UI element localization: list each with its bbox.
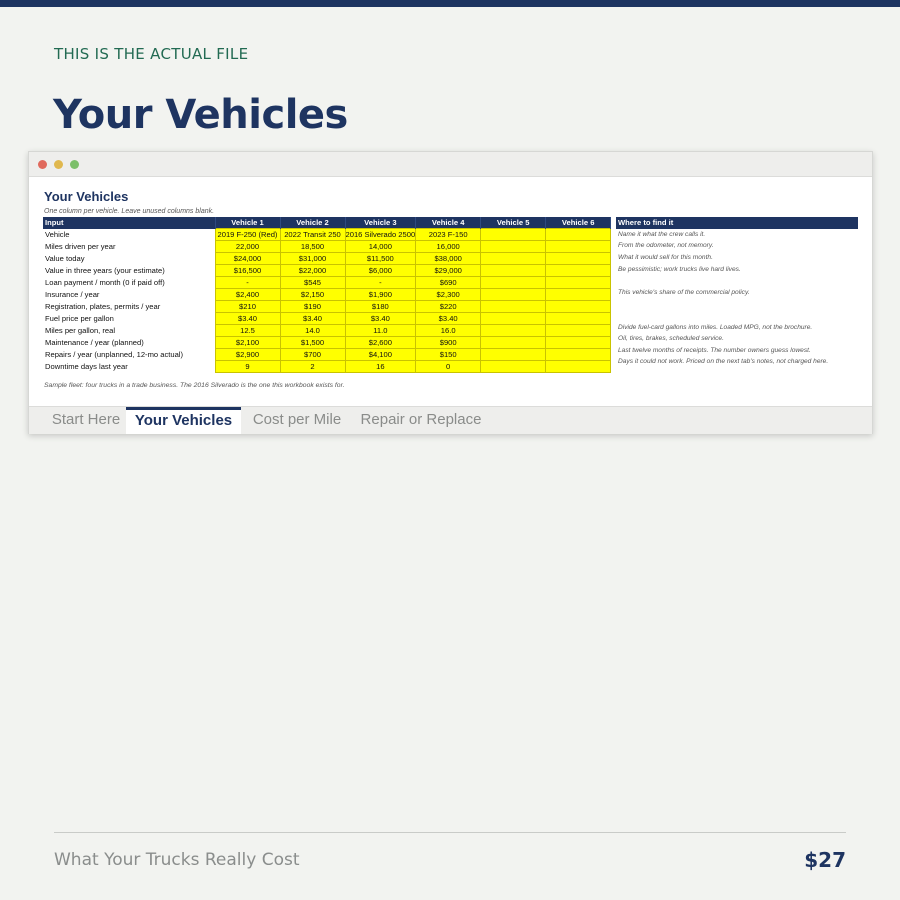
note-row (616, 252, 858, 264)
input-cell-vehicle-3[interactable]: $4,100 (345, 349, 416, 361)
input-cell-vehicle-6[interactable] (546, 229, 611, 241)
sheet-subtitle: One column per vehicle. Leave unused columns blank. (44, 208, 215, 215)
input-cell-vehicle-3[interactable]: $6,000 (345, 265, 416, 277)
where-note: Name it what the crew calls it. (618, 230, 706, 238)
row-label: Vehicle (45, 230, 70, 240)
input-cell-vehicle-5[interactable] (481, 313, 546, 325)
input-cell-vehicle-3[interactable]: 14,000 (345, 241, 416, 253)
where-note: Be pessimistic; work trucks live hard lives. (618, 265, 741, 273)
top-accent-bar (0, 0, 900, 7)
note-row (616, 263, 858, 275)
input-cell-vehicle-4[interactable]: $220 (416, 301, 481, 313)
tab-start-here[interactable]: Start Here (51, 411, 121, 428)
row-label: Loan payment / month (0 if paid off) (45, 278, 165, 288)
input-cell-vehicle-4[interactable]: $150 (416, 349, 481, 361)
input-cell-vehicle-4[interactable]: 0 (416, 361, 481, 373)
row-label: Repairs / year (unplanned, 12-mo actual) (45, 350, 184, 360)
table-row (43, 289, 611, 301)
table-row (43, 229, 611, 241)
input-cell-vehicle-5[interactable] (481, 337, 546, 349)
input-cell-vehicle-2[interactable]: $700 (280, 349, 345, 361)
input-cell-vehicle-6[interactable] (546, 253, 611, 265)
note-row (616, 321, 858, 333)
input-cell-vehicle-5[interactable] (481, 241, 546, 253)
tab-repair-or-replace[interactable]: Repair or Replace (360, 411, 482, 428)
input-cell-vehicle-3[interactable]: 2016 Silverado 2500 (345, 230, 416, 240)
row-label: Miles per gallon, real (45, 326, 116, 336)
input-cell-vehicle-5[interactable] (481, 229, 546, 241)
input-cell-vehicle-3[interactable]: $11,500 (345, 253, 416, 265)
input-cell-vehicle-6[interactable] (546, 313, 611, 325)
input-cell-vehicle-6[interactable] (546, 265, 611, 277)
input-cell-vehicle-2[interactable]: $545 (280, 277, 345, 289)
sheet-tab-bar (29, 406, 872, 434)
input-cell-vehicle-2[interactable]: 14.0 (280, 325, 345, 337)
where-note: This vehicle's share of the commercial policy. (618, 288, 750, 296)
input-cell-vehicle-2[interactable]: 2022 Transit 250 (280, 229, 345, 241)
input-cell-vehicle-5[interactable] (481, 289, 546, 301)
input-cell-vehicle-1[interactable]: $24,000 (215, 253, 280, 265)
input-cell-vehicle-3[interactable]: $1,900 (345, 289, 416, 301)
row-label: Value in three years (your estimate) (45, 266, 165, 276)
product-name: What Your Trucks Really Cost (54, 850, 300, 870)
where-note: Oil, tires, brakes, scheduled service. (618, 335, 724, 343)
input-cell-vehicle-4[interactable]: $38,000 (416, 253, 481, 265)
close-window-button[interactable] (38, 160, 47, 169)
input-cell-vehicle-2[interactable]: 18,500 (280, 241, 345, 253)
worksheet (29, 178, 872, 406)
input-cell-vehicle-5[interactable] (481, 265, 546, 277)
tab-cost-per-mile[interactable]: Cost per Mile (252, 411, 342, 428)
where-note: Last twelve months of receipts. The number owners guess lowest. (618, 346, 811, 354)
page-title: Your Vehicles (53, 92, 348, 138)
where-note (616, 310, 858, 322)
input-cell-vehicle-2[interactable]: $2,150 (280, 289, 345, 301)
input-cell-vehicle-3[interactable]: $180 (345, 301, 416, 313)
note-row (616, 287, 858, 299)
input-cell-vehicle-1[interactable]: 2019 F-250 (Red) (215, 229, 280, 241)
where-note (616, 275, 858, 287)
input-cell-vehicle-4[interactable]: $690 (416, 277, 481, 289)
column-header-vehicle-1: Vehicle 1 (215, 217, 280, 229)
column-header-where: Where to find it (616, 217, 858, 229)
where-note: Divide fuel-card gallons into miles. Loaded MPG, not the brochure. (618, 323, 813, 331)
table-row (43, 313, 611, 325)
where-note: What it would sell for this month. (618, 254, 713, 262)
input-cell-vehicle-2[interactable]: $190 (280, 301, 345, 313)
tab-your-vehicles[interactable]: Your Vehicles (126, 407, 241, 434)
table-row (43, 241, 611, 253)
note-row (616, 229, 858, 241)
row-label: Value today (45, 254, 85, 264)
input-cell-vehicle-5[interactable] (481, 301, 546, 313)
footer-divider (54, 832, 846, 833)
table-row (43, 301, 611, 313)
row-label: Fuel price per gallon (45, 314, 114, 324)
input-cell-vehicle-6[interactable] (546, 325, 611, 337)
input-cell-vehicle-2[interactable]: $22,000 (280, 265, 345, 277)
column-header-vehicle-3: Vehicle 3 (345, 217, 416, 229)
column-header-input: Input (43, 217, 215, 229)
table-row (43, 277, 611, 289)
vehicle-input-table (43, 217, 611, 373)
input-cell-vehicle-5[interactable] (481, 361, 546, 373)
note-row (616, 275, 858, 287)
note-row (616, 333, 858, 345)
note-row (616, 356, 858, 368)
input-cell-vehicle-2[interactable]: $1,500 (280, 337, 345, 349)
where-note: From the odometer, not memory. (618, 242, 714, 250)
input-cell-vehicle-1[interactable]: $3.40 (215, 313, 280, 325)
input-cell-vehicle-6[interactable] (546, 349, 611, 361)
note-row (616, 310, 858, 322)
note-row (616, 345, 858, 357)
input-cell-vehicle-4[interactable]: 16.0 (416, 325, 481, 337)
input-cell-vehicle-1[interactable]: $2,400 (215, 289, 280, 301)
column-header-vehicle-5: Vehicle 5 (481, 217, 546, 229)
input-cell-vehicle-1[interactable]: 9 (215, 361, 280, 373)
input-cell-vehicle-3[interactable]: 11.0 (345, 325, 416, 337)
input-cell-vehicle-1[interactable]: $2,900 (215, 349, 280, 361)
note-row (616, 240, 858, 252)
sheet-title: Your Vehicles (44, 189, 129, 204)
input-cell-vehicle-4[interactable]: $3.40 (416, 313, 481, 325)
eyebrow-label: THIS IS THE ACTUAL FILE (54, 45, 249, 63)
note-row (616, 298, 858, 310)
input-cell-vehicle-6[interactable] (546, 241, 611, 253)
input-cell-vehicle-2[interactable]: $3.40 (280, 313, 345, 325)
window-titlebar (29, 152, 872, 177)
row-label: Registration, plates, permits / year (45, 302, 161, 312)
input-cell-vehicle-2[interactable]: $31,000 (280, 253, 345, 265)
spreadsheet-window (28, 151, 873, 434)
input-cell-vehicle-2[interactable]: 2 (280, 361, 345, 373)
input-cell-vehicle-1[interactable]: $16,500 (215, 265, 280, 277)
input-cell-vehicle-6[interactable] (546, 289, 611, 301)
table-row (43, 337, 611, 349)
input-cell-vehicle-6[interactable] (546, 361, 611, 373)
input-cell-vehicle-3[interactable]: - (345, 277, 416, 289)
table-row (43, 265, 611, 277)
input-cell-vehicle-4[interactable]: 16,000 (416, 241, 481, 253)
row-label: Miles driven per year (45, 242, 116, 252)
input-cell-vehicle-1[interactable]: - (215, 277, 280, 289)
table-row (43, 349, 611, 361)
input-cell-vehicle-6[interactable] (546, 301, 611, 313)
table-row (43, 361, 611, 373)
column-header-vehicle-2: Vehicle 2 (280, 217, 345, 229)
price-label: $27 (804, 848, 846, 872)
minimize-window-button[interactable] (54, 160, 63, 169)
input-cell-vehicle-3[interactable]: $2,600 (345, 337, 416, 349)
row-label: Insurance / year (45, 290, 100, 300)
input-cell-vehicle-4[interactable]: $900 (416, 337, 481, 349)
input-cell-vehicle-3[interactable]: $3.40 (345, 313, 416, 325)
input-cell-vehicle-4[interactable]: $29,000 (416, 265, 481, 277)
input-cell-vehicle-5[interactable] (481, 253, 546, 265)
input-cell-vehicle-6[interactable] (546, 277, 611, 289)
input-cell-vehicle-1[interactable]: $210 (215, 301, 280, 313)
input-cell-vehicle-5[interactable] (481, 349, 546, 361)
input-cell-vehicle-1[interactable]: 22,000 (215, 241, 280, 253)
sheet-footnote: Sample fleet: four trucks in a trade business. The 2016 Silverado is the one this workbook exists for. (44, 382, 345, 389)
table-header-row (43, 217, 611, 229)
where-note (616, 298, 858, 310)
where-note: Days it could not work. Priced on the next tab's notes, not charged here. (618, 358, 829, 366)
input-cell-vehicle-4[interactable]: 2023 F-150 (416, 229, 481, 241)
input-cell-vehicle-4[interactable]: $2,300 (416, 289, 481, 301)
table-row (43, 253, 611, 265)
column-header-vehicle-6: Vehicle 6 (546, 217, 611, 229)
table-row (43, 325, 611, 337)
input-cell-vehicle-1[interactable]: $2,100 (215, 337, 280, 349)
input-cell-vehicle-5[interactable] (481, 277, 546, 289)
input-cell-vehicle-3[interactable]: 16 (345, 361, 416, 373)
input-cell-vehicle-1[interactable]: 12.5 (215, 325, 280, 337)
row-label: Maintenance / year (planned) (45, 338, 144, 348)
where-to-find-table (616, 217, 858, 368)
row-label: Downtime days last year (45, 362, 128, 372)
input-cell-vehicle-5[interactable] (481, 325, 546, 337)
maximize-window-button[interactable] (70, 160, 79, 169)
input-cell-vehicle-6[interactable] (546, 337, 611, 349)
column-header-vehicle-4: Vehicle 4 (416, 217, 481, 229)
